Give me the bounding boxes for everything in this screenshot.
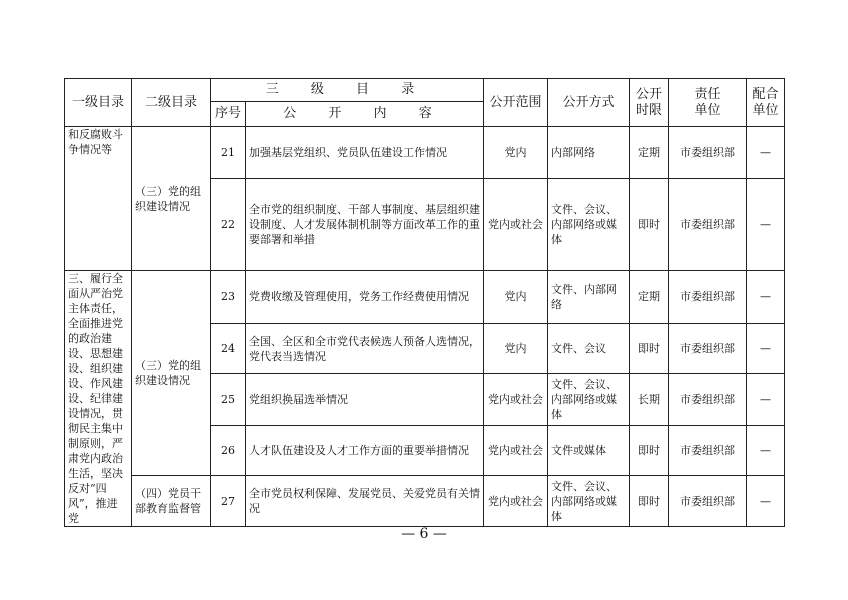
responsible-cell: 市委组织部 <box>669 271 747 324</box>
responsible-cell: 市委组织部 <box>669 179 747 271</box>
time-cell: 即时 <box>630 179 669 271</box>
table-row <box>65 127 785 179</box>
cooperating-cell: — <box>747 374 785 426</box>
header-responsible-line1: 责任 <box>694 86 721 102</box>
table-row <box>65 271 785 324</box>
content-cell: 加强基层党组织、党员队伍建设工作情况 <box>246 127 484 179</box>
responsible-cell: 市委组织部 <box>669 425 747 476</box>
seq-cell: 26 <box>211 425 246 476</box>
cooperating-cell: — <box>747 323 785 374</box>
time-cell: 定期 <box>630 271 669 324</box>
level2-cell-a: （三）党的组织建设情况 <box>132 127 211 271</box>
header-cooperating <box>747 79 785 127</box>
seq-cell: 22 <box>211 179 246 271</box>
seq-cell: 23 <box>211 271 246 324</box>
time-cell: 定期 <box>630 127 669 179</box>
table-row <box>65 476 785 527</box>
header-responsible <box>669 79 747 127</box>
disclosure-table <box>64 78 785 527</box>
cooperating-cell: — <box>747 271 785 324</box>
time-cell: 即时 <box>630 425 669 476</box>
header-content-text: 公 开 内 容 <box>283 106 446 121</box>
header-time-limit-line1: 公开 <box>635 86 662 102</box>
responsible-cell: 市委组织部 <box>669 127 747 179</box>
responsible-cell: 市委组织部 <box>669 476 747 527</box>
header-level1: 一级目录 <box>65 79 132 127</box>
level2-cell-c: （四）党员干部教育监督管 <box>132 476 211 527</box>
scope-cell: 党内 <box>484 271 548 324</box>
header-responsible-line2: 单位 <box>694 102 721 118</box>
content-cell: 党费收缴及管理使用，党务工作经费使用情况 <box>246 271 484 324</box>
time-cell: 即时 <box>630 323 669 374</box>
header-time-limit-line2: 时限 <box>635 102 662 118</box>
cooperating-cell: — <box>747 425 785 476</box>
header-level3 <box>211 79 484 102</box>
header-seq: 序号 <box>211 102 246 127</box>
header-scope: 公开范围 <box>484 79 548 127</box>
header-content <box>246 102 484 127</box>
scope-cell: 党内或社会 <box>484 374 548 426</box>
cooperating-cell: — <box>747 179 785 271</box>
content-cell: 全市党员权利保障、发展党员、关爱党员有关情况 <box>246 476 484 527</box>
header-time-limit <box>630 79 669 127</box>
scope-cell: 党内 <box>484 323 548 374</box>
content-cell: 全市党的组织制度、干部人事制度、基层组织建设制度、人才发展体制机制等方面改革工作的重要部署和举措 <box>246 179 484 271</box>
responsible-cell: 市委组织部 <box>669 323 747 374</box>
level1-cell-b: 三、履行全面从严治党主体责任，全面推进党的政治建设、思想建设、组织建设、作风建设、纪律建设情况，贯彻民主集中制原则，严肃党内政治生活，坚决反对“四风”，推进党 <box>65 271 132 527</box>
level2-cell-b: （三）党的组织建设情况 <box>132 271 211 476</box>
scope-cell: 党内或社会 <box>484 179 548 271</box>
scope-cell: 党内 <box>484 127 548 179</box>
seq-cell: 25 <box>211 374 246 426</box>
time-cell: 长期 <box>630 374 669 426</box>
header-cooperating-line2: 单位 <box>752 102 779 118</box>
method-cell: 文件、会议、内部网络或媒体 <box>548 374 630 426</box>
cooperating-cell: — <box>747 476 785 527</box>
header-level2: 二级目录 <box>132 79 211 127</box>
seq-cell: 27 <box>211 476 246 527</box>
time-cell: 即时 <box>630 476 669 527</box>
method-cell: 文件或媒体 <box>548 425 630 476</box>
method-cell: 内部网络 <box>548 127 630 179</box>
scope-cell: 党内或社会 <box>484 425 548 476</box>
scope-cell: 党内或社会 <box>484 476 548 527</box>
header-method: 公开方式 <box>548 79 630 127</box>
method-cell: 文件、会议 <box>548 323 630 374</box>
content-cell: 全国、全区和全市党代表候选人预备人选情况，党代表当选情况 <box>246 323 484 374</box>
seq-cell: 24 <box>211 323 246 374</box>
header-cooperating-line1: 配合 <box>752 86 779 102</box>
header-level3-text: 三 级 目 录 <box>265 82 429 97</box>
content-cell: 党组织换届选举情况 <box>246 374 484 426</box>
header-row-1 <box>65 79 785 102</box>
method-cell: 文件、会议、内部网络或媒体 <box>548 179 630 271</box>
seq-cell: 21 <box>211 127 246 179</box>
content-cell: 人才队伍建设及人才工作方面的重要举措情况 <box>246 425 484 476</box>
responsible-cell: 市委组织部 <box>669 374 747 426</box>
cooperating-cell: — <box>747 127 785 179</box>
method-cell: 文件、会议、内部网络或媒体 <box>548 476 630 527</box>
page-number: — 6 — <box>401 526 447 542</box>
level1-cell-a: 和反腐败斗争情况等 <box>65 127 132 271</box>
method-cell: 文件、内部网络 <box>548 271 630 324</box>
